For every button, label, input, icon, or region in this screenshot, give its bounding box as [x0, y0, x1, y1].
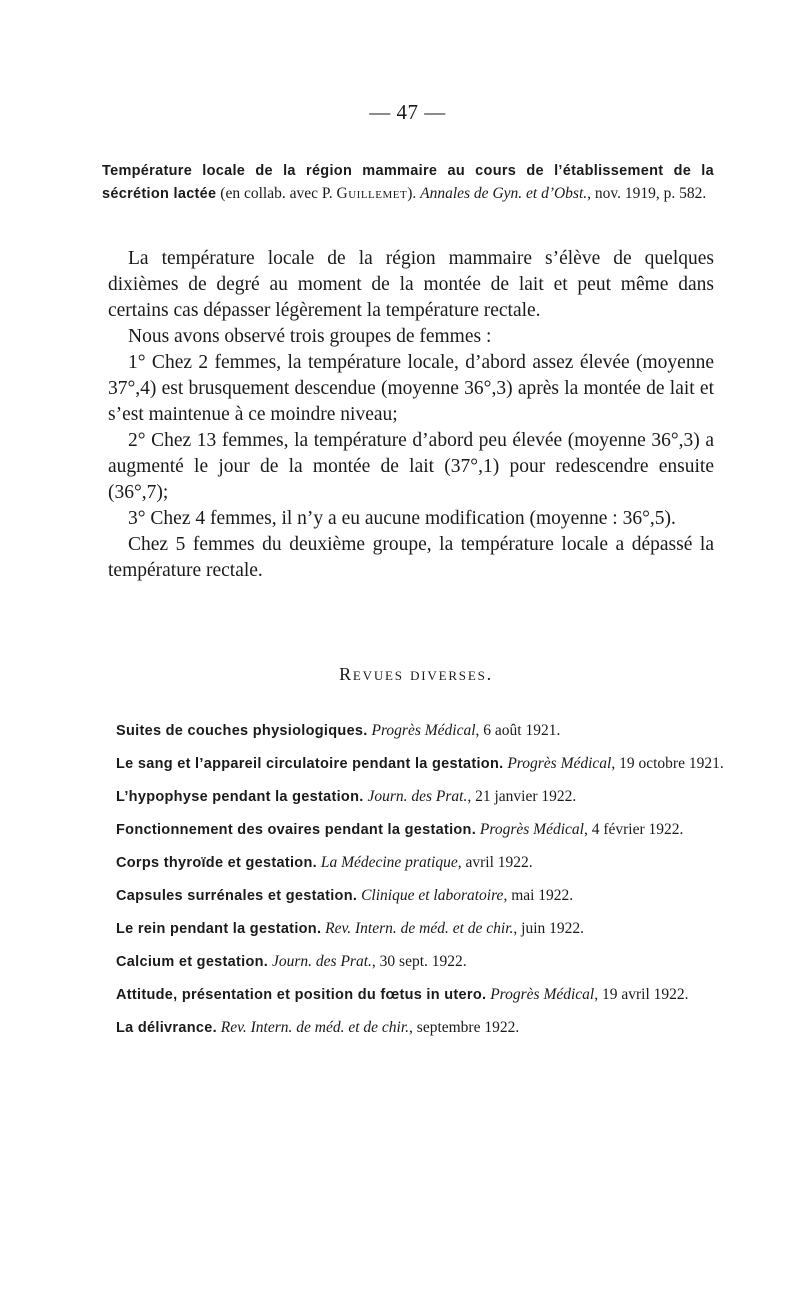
- paragraph: 3° Chez 4 femmes, il n’y a eu aucune modification (moyenne : 36°,5).: [128, 508, 676, 529]
- reference-journal: Progrès Médical: [371, 722, 476, 739]
- reference-item: [116, 984, 728, 1006]
- reference-journal: La Médecine pratique: [320, 854, 458, 871]
- reference-title: Calcium et gestation.: [116, 954, 269, 970]
- reference-date: , 19 avril 1922.: [594, 986, 689, 1003]
- reference-journal: Rev. Intern. de méd. et de chir.: [220, 1019, 410, 1036]
- reference-title: Suites de couches physiologiques.: [116, 723, 368, 739]
- page-number: — 47 —: [369, 100, 446, 124]
- entry-collab-suffix: ).: [407, 184, 421, 202]
- reference-journal: Clinique et laboratoire: [361, 887, 504, 904]
- reference-journal: Progrès Médical: [507, 755, 612, 772]
- reference-date: , 30 sept. 1922.: [371, 953, 467, 970]
- reference-title: Le rein pendant la gestation.: [116, 921, 322, 937]
- reference-date: , 21 janvier 1922.: [467, 788, 577, 805]
- reference-item: [116, 918, 728, 940]
- reference-item: [116, 1017, 728, 1039]
- reference-journal: Journ. des Prat.: [367, 788, 468, 805]
- reference-date: , juin 1922.: [513, 920, 585, 937]
- entry-journal: Annales de Gyn. et d’Obst.: [420, 184, 588, 202]
- reference-date: , avril 1922.: [457, 854, 533, 871]
- entry-collab-name: Guillemet: [336, 184, 408, 202]
- paragraph: Nous avons observé trois groupes de femmes :: [128, 326, 492, 347]
- reference-date: , septembre 1922.: [409, 1019, 520, 1036]
- reference-item: [116, 819, 728, 841]
- reference-item: [116, 951, 728, 973]
- reference-date: , 19 octobre 1921.: [611, 755, 724, 772]
- reference-title: Fonctionnement des ovaires pendant la gestation.: [116, 822, 477, 838]
- reference-item: [116, 852, 728, 874]
- entry-citation: [102, 160, 714, 205]
- reference-journal: Progrès Médical: [490, 986, 595, 1003]
- reference-title: Attitude, présentation et position du fœtus in utero.: [116, 987, 487, 1003]
- reference-journal: Journ. des Prat.: [272, 953, 372, 970]
- reference-title: Le sang et l’appareil circulatoire pendant la gestation.: [116, 756, 504, 772]
- reference-journal: Progrès Médical: [479, 821, 584, 838]
- reference-item: [116, 786, 728, 808]
- paragraph: 1° Chez 2 femmes, la température locale, d’abord assez élevée (moyenne 37°,4) est brusquement descendue (moyenne 36°,3) après la montée de lait et s’est maintenue à ce moindre niveau;: [108, 352, 714, 425]
- paragraph: Chez 5 femmes du deuxième groupe, la température locale a dépassé la température rectale.: [108, 534, 714, 581]
- abstract-body: [108, 246, 714, 584]
- entry-collab-prefix: (en collab. avec P.: [216, 184, 337, 202]
- reference-date: , 6 août 1921.: [475, 722, 561, 739]
- reference-title: L’hypophyse pendant la gestation.: [116, 789, 364, 805]
- reference-date: , mai 1922.: [503, 887, 574, 904]
- reference-title: La délivrance.: [116, 1020, 217, 1036]
- paragraph: 2° Chez 13 femmes, la température d’abord peu élevée (moyenne 36°,3) a augmenté le jour de la montée de lait (37°,1) pour redescendre ensuite (36°,7);: [108, 430, 714, 503]
- paragraph: La température locale de la région mammaire s’élève de quelques dixièmes de degré au moment de la montée de lait et peut même dans certains cas dépasser légèrement la température rectale.: [108, 248, 714, 321]
- reference-list: [116, 720, 728, 1050]
- reference-item: [116, 720, 728, 742]
- reference-title: Corps thyroïde et gestation.: [116, 855, 317, 871]
- reference-title: Capsules surrénales et gestation.: [116, 888, 358, 904]
- reference-item: [116, 885, 728, 907]
- section-title: Revues diverses.: [339, 664, 493, 684]
- entry-title: Température locale de la région mammaire au cours de l’établissement de la sécrétion lactée: [102, 163, 714, 202]
- reference-journal: Rev. Intern. de méd. et de chir.: [325, 920, 514, 937]
- reference-date: , 4 février 1922.: [583, 821, 684, 838]
- reference-item: [116, 753, 728, 775]
- entry-details: , nov. 1919, p. 582.: [587, 184, 707, 202]
